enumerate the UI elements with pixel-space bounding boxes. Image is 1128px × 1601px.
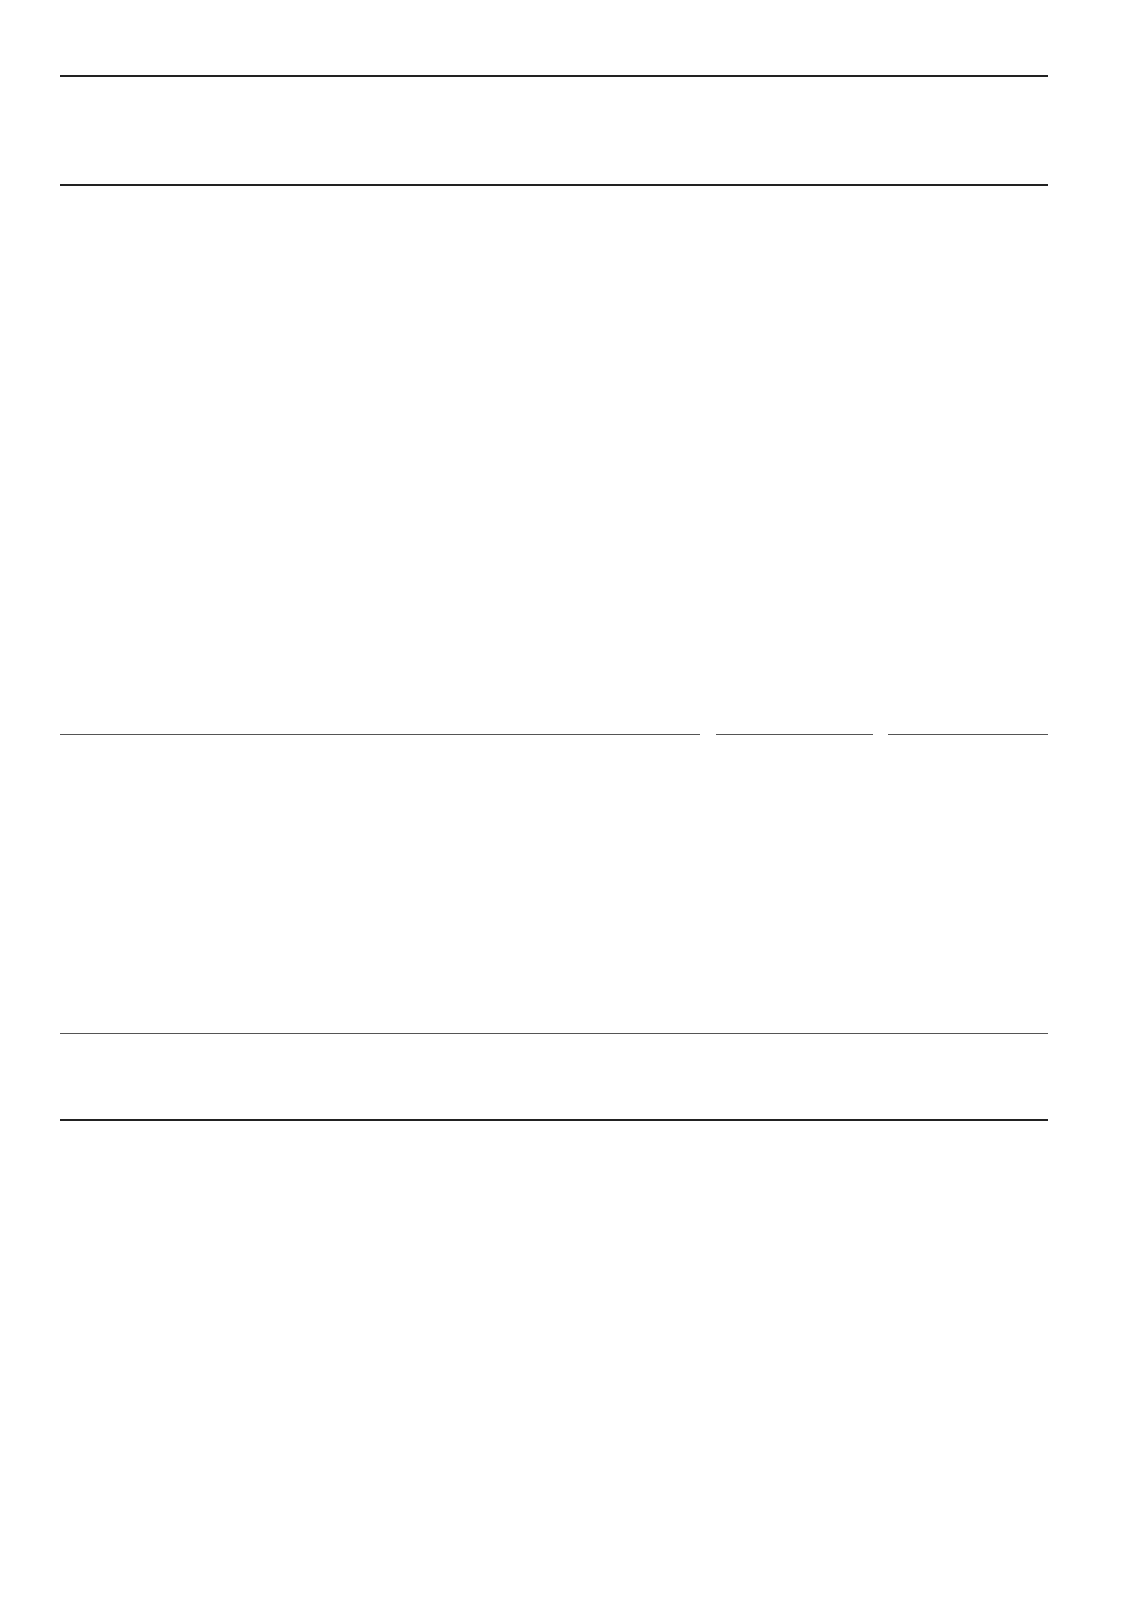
section1-rule-level [716, 734, 873, 735]
header-bottom-rule [60, 184, 1048, 186]
section-title-row [0, 191, 1128, 223]
footnote [0, 1082, 1128, 1114]
footnote [0, 1040, 1128, 1072]
section1-rule-name [60, 734, 700, 735]
table-bottom-rule [60, 1119, 1048, 1121]
footnote-top-rule [60, 1033, 1048, 1034]
table-top-rule [60, 75, 1048, 77]
section1-rule-time [888, 734, 1048, 735]
section-title-row [0, 742, 1128, 774]
